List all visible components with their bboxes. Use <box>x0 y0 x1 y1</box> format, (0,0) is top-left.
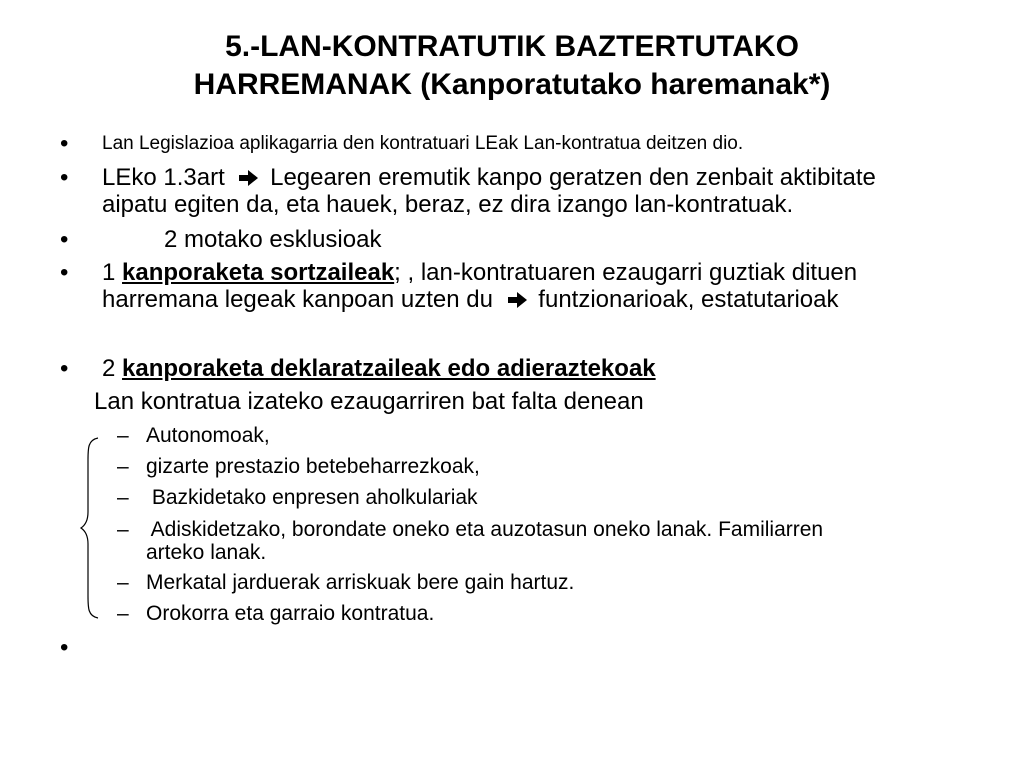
bullet-marker: • <box>60 226 69 253</box>
bullet-item-1: Lan Legislazioa aplikagarria den kontratuari LEak Lan-kontratua deitzen dio. <box>102 133 744 154</box>
sub-item-3: Bazkidetako enpresen aholkulariak <box>146 486 478 509</box>
bullet-item-4-rest: ; , lan-kontratuaren ezaugarri guztiak dituen <box>394 259 858 286</box>
slide-title-line-2: HARREMANAK (Kanporatutako haremanak*) <box>193 68 831 101</box>
dash-marker: – <box>117 424 129 447</box>
slide-title <box>0 28 1024 104</box>
dash-marker: – <box>117 602 129 625</box>
sub-item-4-line-2: arteko lanak. <box>146 541 267 564</box>
bullet-item-4-line-2-suffix: funtzionarioak, estatutarioak <box>538 286 839 313</box>
dash-marker: – <box>117 455 129 478</box>
sub-item-2: gizarte prestazio betebeharrezkoak, <box>146 455 480 478</box>
dash-marker: – <box>117 486 129 509</box>
bullet-marker: • <box>60 164 69 191</box>
right-arrow-icon <box>506 291 528 309</box>
sub-item-5: Merkatal jarduerak arriskuak bere gain hartuz. <box>146 571 575 594</box>
left-brace-icon <box>78 436 102 620</box>
bullet-item-5 <box>102 355 656 382</box>
sub-item-6: Orokorra eta garraio kontratua. <box>146 602 435 625</box>
slide-title-line-1: 5.-LAN-KONTRATUTIK BAZTERTUTAKO <box>225 30 799 63</box>
bullet-item-2 <box>102 164 876 218</box>
bullet-item-3: 2 motako esklusioak <box>164 226 382 253</box>
bullet-item-5-subheading: Lan kontratua izateko ezaugarriren bat falta denean <box>94 388 644 415</box>
bullet-item-4-term: kanporaketa sortzaileak <box>122 259 395 286</box>
sub-item-1: Autonomoak, <box>146 424 270 447</box>
bullet-item-4-line-2-prefix: harremana legeak kanpoan uzten du <box>102 286 493 313</box>
bullet-item-4 <box>102 259 857 313</box>
sub-item-4: Adiskidetzako, borondate oneko eta auzotasun oneko lanak. Familiarren <box>146 518 824 541</box>
bullet-marker: • <box>60 130 69 157</box>
bullet-item-2-line-2: aipatu egiten da, eta hauek, beraz, ez dira izango lan-kontratuak. <box>102 191 794 218</box>
bullet-item-2-suffix: Legearen eremutik kanpo geratzen den zenbait aktibitate <box>270 164 876 191</box>
dash-marker: – <box>117 518 129 541</box>
bullet-marker: • <box>60 259 69 286</box>
bullet-item-5-term: kanporaketa deklaratzaileak edo adieraztekoak <box>122 355 656 382</box>
bullet-item-2-prefix: LEko 1.3art <box>102 164 225 191</box>
bullet-marker: • <box>60 355 69 382</box>
right-arrow-icon <box>237 169 259 187</box>
dash-marker: – <box>117 571 129 594</box>
bullet-item-4-number: 1 <box>102 259 116 286</box>
bullet-item-5-number: 2 <box>102 355 116 382</box>
bullet-marker-empty: • <box>60 634 69 661</box>
